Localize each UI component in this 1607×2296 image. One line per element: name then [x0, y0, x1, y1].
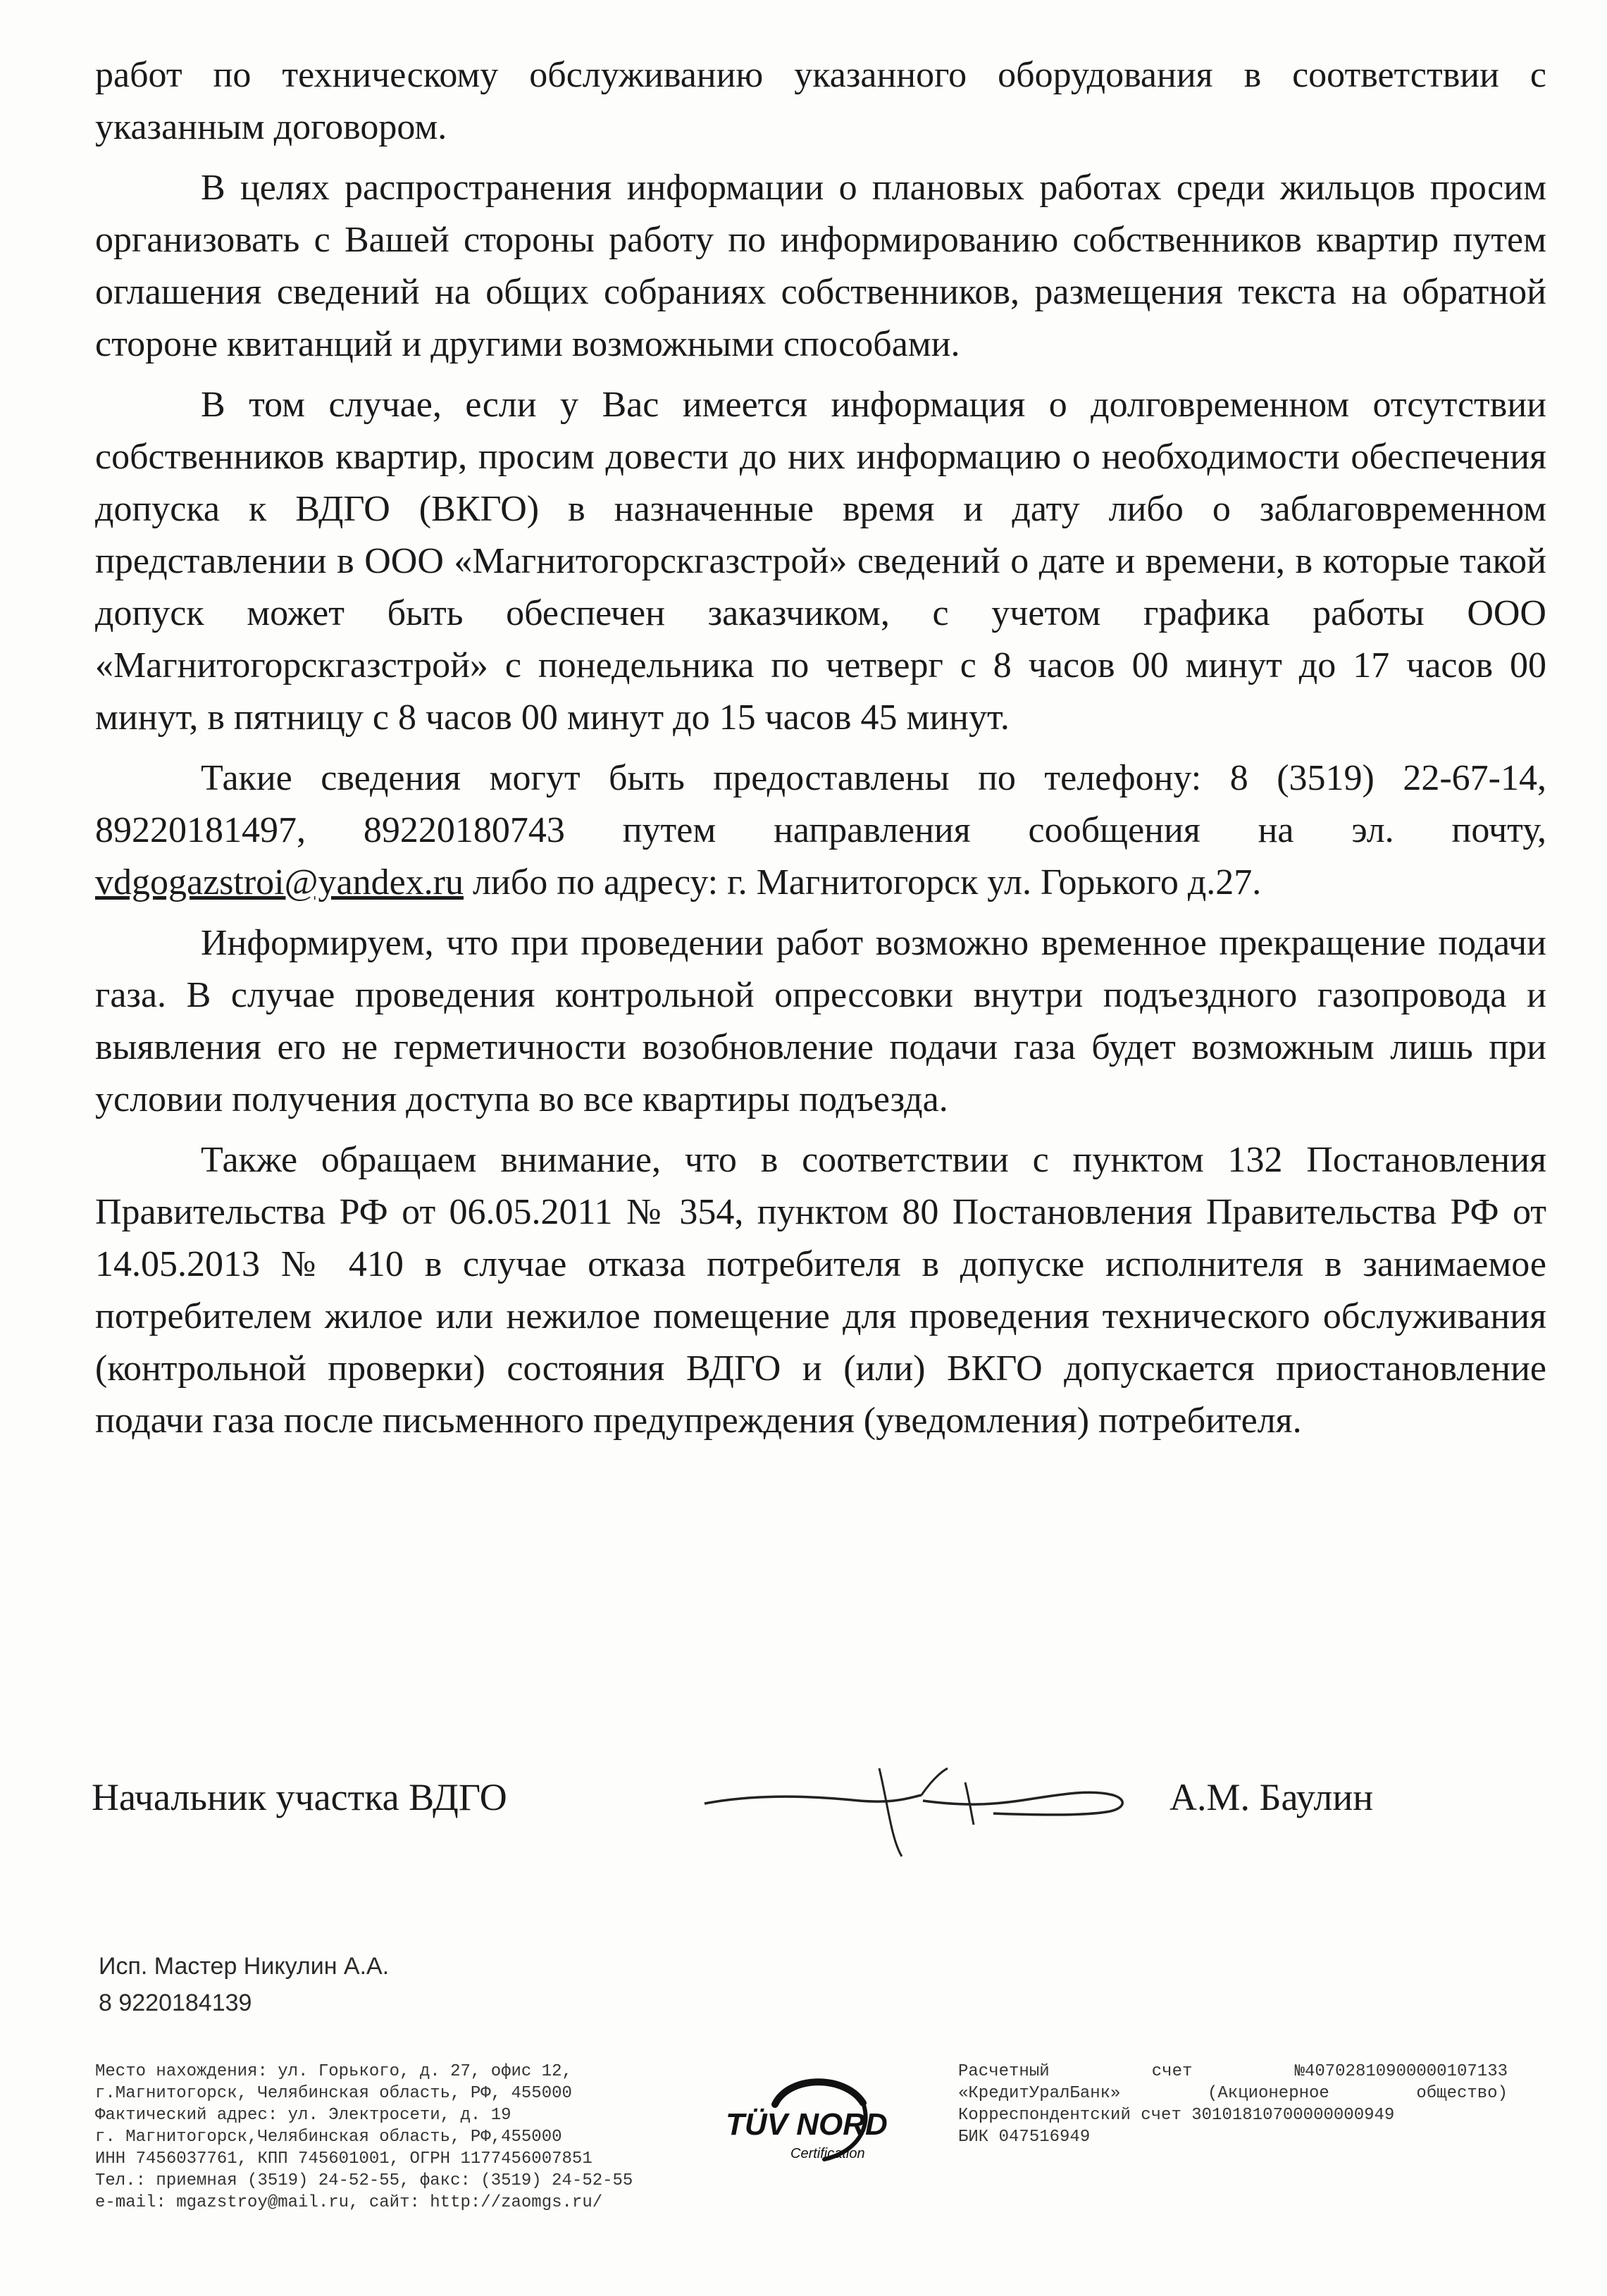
bank-type-2: общество)	[1416, 2084, 1508, 2103]
footer-line: e-mail: mgazstroy@mail.ru, сайт: http://zaomgs.ru/	[95, 2193, 603, 2212]
executor-phone: 8 9220184139	[99, 1990, 252, 2016]
footer-line: ИНН 7456037761, КПП 745601001, ОГРН 1177456007851	[95, 2149, 592, 2168]
paragraph-2: В целях распространения информации о плановых работах среди жильцов просим организовать с Вашей стороны работу по информированию собственников квартир путем оглашения сведений на общих собраниях собственников, размещения текста на обратной стороне квитанций и другими возможными способами.	[95, 168, 1546, 364]
executor-name: Исп. Мастер Никулин А.А.	[99, 1953, 390, 1980]
bik: БИК 047516949	[958, 2128, 1091, 2147]
corr-account: Корреспондентский счет 30101810700000000949	[958, 2106, 1395, 2125]
signer-name: А.М. Баулин	[1169, 1776, 1374, 1818]
executor-info	[99, 1948, 389, 2021]
paragraph-5: Также обращаем внимание, что в соответствии с пунктом 132 Постановления Правительства РФ от 06.05.2011 № 354, пунктом 80 Постановления Правительства РФ от 14.05.2013 № 410 в случае отказа потребителя в допуске исполнителя в занимаемое потребителем жилое или нежилое помещение для проведения технического обслуживания (контрольной проверки) состояния ВДГО и (или) ВКГО допускается приостановление подачи газа после письменного предупреждения (уведомления) потребителя.	[95, 1140, 1546, 1441]
footer-line: Место нахождения: ул. Горького, д. 27, офис 12,	[95, 2062, 572, 2081]
logo-sub: Certification	[790, 2146, 865, 2161]
signer-position: Начальник участка ВДГО	[92, 1776, 507, 1818]
bank-type-1: (Акционерное	[1207, 2084, 1329, 2103]
paragraph-1: работ по техническому обслуживанию указанного оборудования в соответствии с указанным договором.	[95, 55, 1546, 147]
contacts-text-after: либо по адресу: г. Магнитогорск ул. Горького д.27.	[463, 862, 1262, 902]
company-details	[95, 2061, 687, 2214]
bank-details	[958, 2061, 1508, 2148]
paragraph-contacts	[95, 752, 1546, 909]
signature-block	[0, 1754, 1607, 1867]
contacts-text-before: Такие сведения могут быть предоставлены по телефону: 8 (3519) 22-67-14, 89220181497, 89220180743 путем направления сообщения на эл. почту,	[95, 758, 1546, 850]
bank-name: «КредитУралБанк»	[958, 2084, 1121, 2103]
logo-brand: TÜV NORD	[726, 2107, 888, 2142]
paragraph-4: Информируем, что при проведении работ возможно временное прекращение подачи газа. В случае проведения контрольной опрессовки внутри подъездного газопровода и выявления его не герметичности возобновление подачи газа будет возможным лишь при условии получения доступа во все квартиры подъезда.	[95, 923, 1546, 1119]
footer-line: Фактический адрес: ул. Электросети, д. 19	[95, 2106, 511, 2125]
email-link[interactable]: vdgogazstroi@yandex.ru	[95, 862, 464, 902]
footer-line: г. Магнитогорск,Челябинская область, РФ,455000	[95, 2128, 562, 2147]
account-number: №40702810900000107133	[1294, 2062, 1508, 2081]
account-label: Расчетный	[958, 2062, 1050, 2081]
footer-line: Тел.: приемная (3519) 24-52-55, факс: (3519) 24-52-55	[95, 2171, 633, 2190]
handwritten-signature	[697, 1754, 1155, 1860]
footer-line: г.Магнитогорск, Челябинская область, РФ, 455000	[95, 2084, 572, 2103]
account-word: счет	[1151, 2062, 1193, 2081]
paragraph-3: В том случае, если у Вас имеется информация о долговременном отсутствии собственников квартир, просим довести до них информацию о необходимости обеспечения допуска к ВДГО (ВКГО) в назначенные время и дату либо о заблаговременном представлении в ООО «Магнитогорскгазстрой» сведений о дате и времени, в которые такой допуск может быть обеспечен заказчиком, с учетом графика работы ООО «Магнитогорскгазстрой» с понедельника по четверг с 8 часов 00 минут до 17 часов 00 минут, в пятницу с 8 часов 00 минут до 15 часов 45 минут.	[95, 385, 1546, 738]
tuv-nord-logo	[712, 2061, 923, 2166]
letter-body	[95, 49, 1546, 1447]
